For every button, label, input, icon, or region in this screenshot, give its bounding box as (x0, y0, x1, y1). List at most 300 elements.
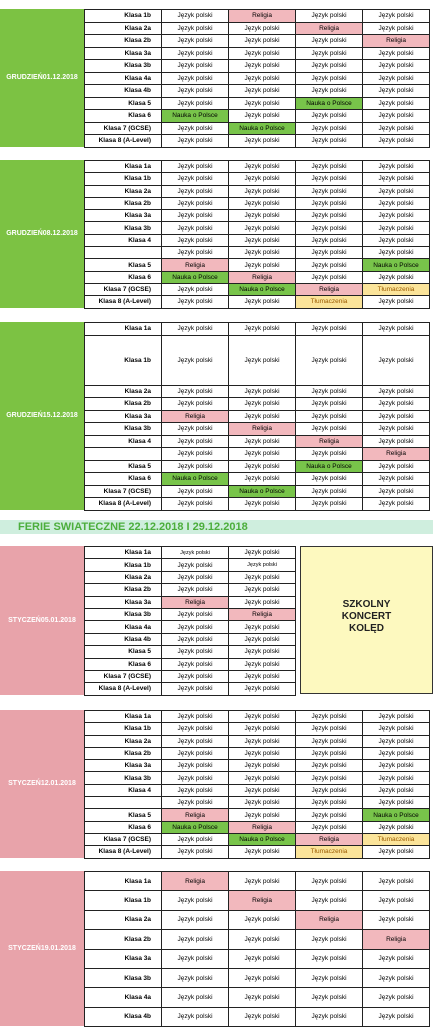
subject-cell: Język polski (229, 584, 296, 596)
schedule-block (0, 710, 433, 858)
subject-cell: Język polski (229, 547, 296, 559)
class-name: Klasa 7 (GCSE) (85, 485, 162, 498)
class-name: Klasa 1a (85, 323, 162, 336)
subject-cell: Język polski (162, 398, 229, 411)
table-row (85, 797, 430, 809)
class-name: Klasa 2a (85, 735, 162, 747)
class-name: Klasa 1b (85, 891, 162, 910)
subject-cell: Język polski (363, 460, 430, 473)
subject-cell: Język polski (229, 385, 296, 398)
class-name: Klasa 3a (85, 47, 162, 60)
table-row (85, 283, 430, 295)
subject-cell: Język polski (162, 646, 229, 658)
schedule-table (84, 9, 430, 148)
subject-cell: Język polski (229, 234, 296, 246)
subject-cell: Język polski (229, 448, 296, 461)
table-row (85, 809, 430, 821)
subject-cell: Język polski (363, 234, 430, 246)
holiday-banner: FERIE SWIATECZNE 22.12.2018 I 29.12.2018 (0, 520, 433, 534)
subject-cell: Język polski (296, 323, 363, 336)
subject-cell: Język polski (296, 385, 363, 398)
subject-cell: Język polski (162, 161, 229, 173)
concert-label: SZKOLNY KONCERT KOLĘD (341, 599, 392, 634)
subject-cell: Język polski (363, 47, 430, 60)
subject-cell: Język polski (296, 891, 363, 910)
date-label: 12.01.2018 (40, 780, 76, 788)
subject-cell: Język polski (162, 423, 229, 436)
subject-cell: Tłumaczenia (363, 283, 430, 295)
subject-cell: Religia (363, 448, 430, 461)
subject-cell: Język polski (162, 547, 229, 559)
subject-cell: Język polski (363, 135, 430, 148)
class-name: Klasa 6 (85, 110, 162, 123)
month-label: STYCZEŃ (8, 944, 41, 952)
subject-cell: Język polski (363, 22, 430, 35)
table-row (85, 559, 296, 571)
subject-cell: Religia (296, 283, 363, 295)
table-row (85, 968, 430, 987)
class-name: Klasa 3a (85, 596, 162, 608)
table-row (85, 35, 430, 48)
subject-cell: Język polski (363, 197, 430, 209)
table-row (85, 335, 430, 385)
subject-cell: Język polski (296, 723, 363, 735)
class-name: Klasa 1a (85, 547, 162, 559)
class-name: Klasa 5 (85, 460, 162, 473)
table-row (85, 949, 430, 968)
subject-cell: Język polski (162, 658, 229, 670)
date-label: 19.01.2018 (40, 944, 76, 952)
subject-cell: Język polski (296, 398, 363, 411)
subject-cell: Język polski (363, 872, 430, 891)
schedule-table (84, 710, 430, 859)
subject-cell: Język polski (229, 596, 296, 608)
subject-cell: Język polski (363, 398, 430, 411)
table-row (85, 435, 430, 448)
table-row (85, 323, 430, 336)
subject-cell: Język polski (229, 110, 296, 123)
subject-cell: Nauka o Polsce (229, 283, 296, 295)
class-name: Klasa 2a (85, 22, 162, 35)
subject-cell: Język polski (296, 797, 363, 809)
subject-cell: Język polski (162, 949, 229, 968)
subject-cell: Język polski (229, 85, 296, 98)
table-row (85, 891, 430, 910)
block-date (0, 160, 84, 308)
subject-cell: Język polski (363, 988, 430, 1007)
table-row (85, 110, 430, 123)
table-row (85, 210, 430, 222)
class-name: Klasa 5 (85, 97, 162, 110)
table-row (85, 47, 430, 60)
subject-cell: Język polski (162, 735, 229, 747)
subject-cell: Język polski (162, 247, 229, 259)
subject-cell: Nauka o Polsce (162, 473, 229, 486)
class-name: Klasa 4 (85, 234, 162, 246)
subject-cell: Język polski (296, 485, 363, 498)
subject-cell: Język polski (229, 760, 296, 772)
subject-cell: Język polski (229, 683, 296, 695)
class-name (85, 247, 162, 259)
table-row (85, 97, 430, 110)
subject-cell: Religia (162, 596, 229, 608)
subject-cell: Język polski (296, 335, 363, 385)
subject-cell: Język polski (162, 968, 229, 987)
subject-cell: Język polski (162, 47, 229, 60)
subject-cell: Język polski (363, 1007, 430, 1026)
table-row (85, 596, 296, 608)
schedule-block (0, 9, 433, 147)
table-row (85, 410, 430, 423)
class-name: Klasa 4a (85, 72, 162, 85)
subject-cell: Język polski (363, 485, 430, 498)
subject-cell: Język polski (363, 60, 430, 73)
subject-cell: Język polski (162, 185, 229, 197)
subject-cell: Język polski (229, 435, 296, 448)
subject-cell: Język polski (296, 821, 363, 833)
table-row (85, 22, 430, 35)
subject-cell: Język polski (363, 10, 430, 23)
subject-cell: Język polski (363, 97, 430, 110)
class-name: Klasa 6 (85, 473, 162, 486)
class-name: Klasa 3a (85, 210, 162, 222)
subject-cell: Język polski (162, 571, 229, 583)
table-row (85, 72, 430, 85)
table-row (85, 161, 430, 173)
table-row (85, 259, 430, 271)
subject-cell: Język polski (363, 711, 430, 723)
class-name: Klasa 2a (85, 571, 162, 583)
subject-cell: Język polski (162, 460, 229, 473)
subject-cell: Język polski (162, 210, 229, 222)
subject-cell: Język polski (363, 323, 430, 336)
subject-cell: Język polski (296, 60, 363, 73)
class-name: Klasa 1b (85, 335, 162, 385)
subject-cell: Nauka o Polsce (162, 110, 229, 123)
subject-cell: Język polski (296, 949, 363, 968)
subject-cell: Język polski (162, 772, 229, 784)
class-name: Klasa 2a (85, 185, 162, 197)
subject-cell: Język polski (296, 185, 363, 197)
subject-cell: Religia (296, 22, 363, 35)
class-name: Klasa 7 (GCSE) (85, 122, 162, 135)
subject-cell: Język polski (229, 35, 296, 48)
table-row (85, 821, 430, 833)
schedule-block (0, 160, 433, 308)
table-row (85, 271, 430, 283)
subject-cell: Język polski (363, 760, 430, 772)
table-row (85, 747, 430, 759)
class-name: Klasa 8 (A-Level) (85, 296, 162, 308)
class-name: Klasa 4b (85, 633, 162, 645)
subject-cell: Język polski (162, 723, 229, 735)
subject-cell: Język polski (162, 72, 229, 85)
subject-cell: Nauka o Polsce (162, 821, 229, 833)
table-row (85, 498, 430, 511)
subject-cell: Język polski (296, 784, 363, 796)
subject-cell: Język polski (363, 72, 430, 85)
subject-cell: Język polski (296, 72, 363, 85)
subject-cell: Język polski (296, 772, 363, 784)
class-name: Klasa 7 (GCSE) (85, 670, 162, 682)
subject-cell: Język polski (229, 173, 296, 185)
subject-cell: Język polski (296, 259, 363, 271)
subject-cell: Język polski (229, 930, 296, 949)
subject-cell: Język polski (229, 949, 296, 968)
subject-cell: Język polski (162, 633, 229, 645)
subject-cell: Język polski (229, 60, 296, 73)
table-row (85, 633, 296, 645)
subject-cell: Język polski (363, 910, 430, 929)
subject-cell: Język polski (229, 296, 296, 308)
class-name: Klasa 3b (85, 222, 162, 234)
class-name: Klasa 4a (85, 988, 162, 1007)
subject-cell: Język polski (229, 621, 296, 633)
table-row (85, 760, 430, 772)
subject-cell: Język polski (363, 410, 430, 423)
date-label: 05.01.2018 (40, 616, 76, 624)
subject-cell: Religia (296, 435, 363, 448)
subject-cell: Język polski (162, 60, 229, 73)
subject-cell: Język polski (162, 711, 229, 723)
subject-cell: Religia (229, 271, 296, 283)
class-name (85, 797, 162, 809)
block-date (0, 546, 84, 695)
subject-cell: Język polski (296, 35, 363, 48)
subject-cell: Język polski (229, 571, 296, 583)
block-date (0, 710, 84, 858)
class-name: Klasa 8 (A-Level) (85, 498, 162, 511)
subject-cell: Religia (229, 891, 296, 910)
subject-cell: Język polski (363, 161, 430, 173)
subject-cell: Język polski (162, 234, 229, 246)
class-name (85, 448, 162, 461)
class-name: Klasa 8 (A-Level) (85, 846, 162, 858)
subject-cell: Nauka o Polsce (296, 97, 363, 110)
subject-cell: Język polski (363, 423, 430, 436)
month-label: STYCZEŃ (8, 780, 41, 788)
subject-cell: Język polski (296, 271, 363, 283)
class-name: Klasa 2b (85, 747, 162, 759)
subject-cell: Język polski (229, 670, 296, 682)
class-name: Klasa 2b (85, 197, 162, 209)
subject-cell: Język polski (363, 498, 430, 511)
subject-cell: Język polski (296, 247, 363, 259)
subject-cell: Język polski (296, 423, 363, 436)
table-row (85, 122, 430, 135)
subject-cell: Język polski (162, 988, 229, 1007)
table-row (85, 173, 430, 185)
subject-cell: Język polski (162, 385, 229, 398)
table-row (85, 723, 430, 735)
subject-cell: Język polski (162, 846, 229, 858)
subject-cell: Język polski (229, 197, 296, 209)
table-row (85, 621, 296, 633)
date-label: 08.12.2018 (42, 230, 78, 238)
subject-cell: Język polski (229, 797, 296, 809)
month-label: GRUDZIEŃ (6, 74, 43, 82)
table-row (85, 247, 430, 259)
subject-cell: Język polski (363, 385, 430, 398)
class-name: Klasa 3a (85, 949, 162, 968)
subject-cell: Język polski (162, 10, 229, 23)
class-name: Klasa 4 (85, 784, 162, 796)
subject-cell: Język polski (363, 784, 430, 796)
class-name: Klasa 3b (85, 60, 162, 73)
table-row (85, 296, 430, 308)
subject-cell: Język polski (229, 772, 296, 784)
table-row (85, 571, 296, 583)
subject-cell: Język polski (229, 809, 296, 821)
subject-cell: Język polski (162, 296, 229, 308)
class-name: Klasa 2b (85, 35, 162, 48)
subject-cell: Język polski (162, 97, 229, 110)
subject-cell: Język polski (363, 271, 430, 283)
subject-cell: Język polski (229, 473, 296, 486)
subject-cell: Religia (162, 809, 229, 821)
subject-cell: Język polski (162, 670, 229, 682)
subject-cell: Język polski (296, 173, 363, 185)
subject-cell: Język polski (162, 621, 229, 633)
subject-cell: Język polski (363, 435, 430, 448)
subject-cell: Tłumaczenia (296, 846, 363, 858)
class-name: Klasa 3a (85, 760, 162, 772)
subject-cell: Język polski (363, 968, 430, 987)
subject-cell: Język polski (296, 809, 363, 821)
subject-cell: Język polski (162, 323, 229, 336)
subject-cell: Język polski (229, 460, 296, 473)
subject-cell: Język polski (229, 135, 296, 148)
subject-cell: Język polski (162, 122, 229, 135)
table-row (85, 683, 296, 695)
subject-cell: Język polski (229, 498, 296, 511)
class-name: Klasa 3b (85, 772, 162, 784)
subject-cell: Język polski (162, 797, 229, 809)
subject-cell: Język polski (296, 210, 363, 222)
subject-cell: Język polski (162, 435, 229, 448)
table-row (85, 398, 430, 411)
table-row (85, 988, 430, 1007)
class-name: Klasa 7 (GCSE) (85, 283, 162, 295)
subject-cell: Język polski (296, 872, 363, 891)
class-name: Klasa 3b (85, 968, 162, 987)
class-name: Klasa 5 (85, 646, 162, 658)
subject-cell: Język polski (229, 872, 296, 891)
subject-cell: Język polski (229, 846, 296, 858)
table-row (85, 423, 430, 436)
subject-cell: Język polski (162, 283, 229, 295)
subject-cell: Język polski (162, 85, 229, 98)
subject-cell: Język polski (229, 735, 296, 747)
subject-cell: Język polski (296, 747, 363, 759)
subject-cell: Język polski (363, 110, 430, 123)
subject-cell: Język polski (229, 784, 296, 796)
table-row (85, 646, 296, 658)
subject-cell: Język polski (296, 968, 363, 987)
table-row (85, 872, 430, 891)
subject-cell: Religia (162, 259, 229, 271)
subject-cell: Język polski (296, 85, 363, 98)
subject-cell: Język polski (296, 448, 363, 461)
class-name: Klasa 4 (85, 435, 162, 448)
table-row (85, 448, 430, 461)
subject-cell: Język polski (363, 247, 430, 259)
class-name: Klasa 5 (85, 259, 162, 271)
class-name: Klasa 2b (85, 584, 162, 596)
class-name: Klasa 2b (85, 398, 162, 411)
subject-cell: Język polski (229, 47, 296, 60)
subject-cell: Język polski (162, 222, 229, 234)
table-row (85, 930, 430, 949)
subject-cell: Język polski (229, 72, 296, 85)
subject-cell: Język polski (229, 22, 296, 35)
class-name: Klasa 4a (85, 621, 162, 633)
subject-cell: Język polski (162, 135, 229, 148)
table-row (85, 658, 296, 670)
table-row (85, 910, 430, 929)
class-name: Klasa 3b (85, 423, 162, 436)
subject-cell: Język polski (162, 747, 229, 759)
subject-cell: Język polski (162, 608, 229, 620)
subject-cell: Nauka o Polsce (363, 809, 430, 821)
subject-cell: Język polski (162, 197, 229, 209)
class-name: Klasa 6 (85, 658, 162, 670)
subject-cell: Religia (296, 833, 363, 845)
subject-cell: Język polski (229, 658, 296, 670)
table-row (85, 547, 296, 559)
class-name: Klasa 1a (85, 161, 162, 173)
subject-cell: Język polski (363, 210, 430, 222)
table-row (85, 584, 296, 596)
subject-cell: Język polski (229, 398, 296, 411)
subject-cell: Język polski (229, 97, 296, 110)
subject-cell: Język polski (296, 47, 363, 60)
subject-cell: Religia (363, 930, 430, 949)
subject-cell: Język polski (363, 821, 430, 833)
subject-cell: Nauka o Polsce (229, 833, 296, 845)
block-date (0, 322, 84, 510)
class-name: Klasa 6 (85, 271, 162, 283)
subject-cell: Język polski (229, 910, 296, 929)
table-row (85, 234, 430, 246)
subject-cell: Język polski (162, 1007, 229, 1026)
subject-cell: Język polski (229, 161, 296, 173)
subject-cell: Tłumaczenia (363, 833, 430, 845)
subject-cell: Język polski (363, 335, 430, 385)
class-name: Klasa 2a (85, 910, 162, 929)
subject-cell: Język polski (363, 891, 430, 910)
subject-cell: Nauka o Polsce (229, 122, 296, 135)
class-name: Klasa 6 (85, 821, 162, 833)
subject-cell: Język polski (296, 410, 363, 423)
class-name: Klasa 7 (GCSE) (85, 833, 162, 845)
subject-cell: Język polski (162, 335, 229, 385)
subject-cell: Język polski (229, 335, 296, 385)
table-row (85, 473, 430, 486)
table-row (85, 833, 430, 845)
subject-cell: Religia (162, 410, 229, 423)
subject-cell: Nauka o Polsce (363, 259, 430, 271)
table-row (85, 485, 430, 498)
schedule-table (84, 160, 430, 309)
subject-cell: Język polski (229, 646, 296, 658)
subject-cell: Język polski (229, 968, 296, 987)
table-row (85, 135, 430, 148)
class-name: Klasa 4b (85, 1007, 162, 1026)
subject-cell: Język polski (162, 35, 229, 48)
subject-cell: Język polski (162, 683, 229, 695)
subject-cell: Język polski (363, 473, 430, 486)
